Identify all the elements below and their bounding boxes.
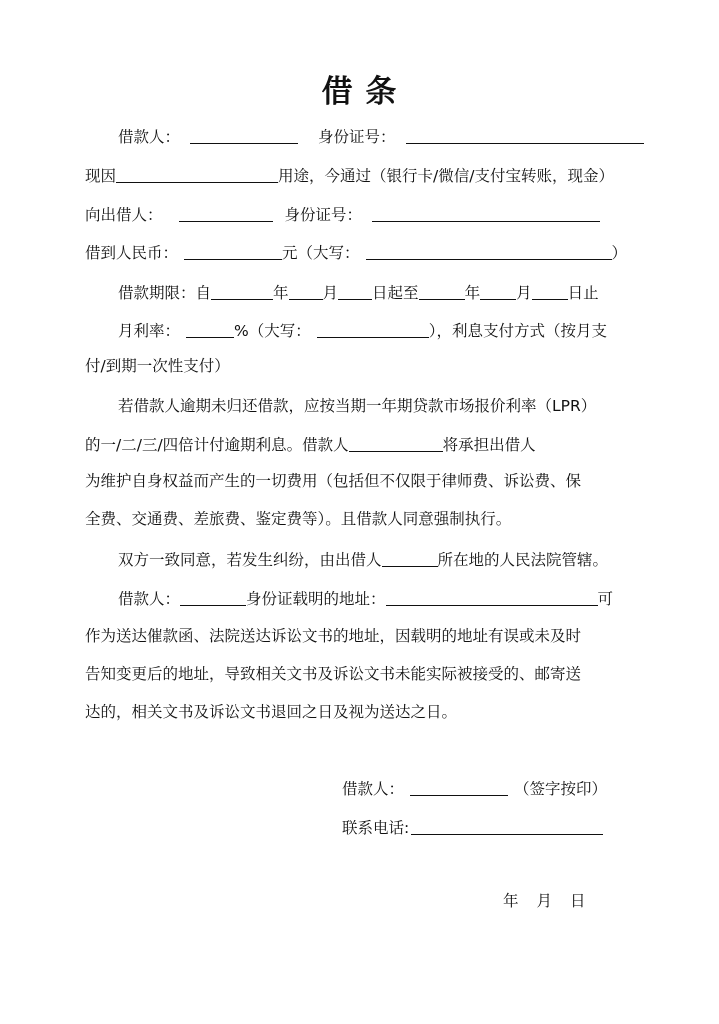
end-month-blank[interactable] bbox=[480, 280, 516, 300]
borrower-id-label: 身份证号： bbox=[318, 128, 396, 146]
lender-name-blank[interactable] bbox=[179, 202, 273, 222]
lender-label: 向出借人： bbox=[85, 206, 163, 224]
amount-upper-label: 元（大写： bbox=[282, 244, 360, 262]
amount-close: ） bbox=[611, 244, 628, 262]
term-label: 借款期限：自 bbox=[118, 284, 212, 302]
purpose-line bbox=[85, 163, 614, 187]
phone-line bbox=[342, 815, 603, 839]
lender-id-blank[interactable] bbox=[372, 202, 600, 222]
interest-line bbox=[118, 318, 607, 342]
amount-line bbox=[85, 240, 627, 264]
lender-id-label: 身份证号： bbox=[284, 206, 363, 224]
borrower-name-blank[interactable] bbox=[190, 124, 298, 144]
start-month-blank[interactable] bbox=[289, 280, 323, 300]
end-day-label: 日止 bbox=[567, 284, 599, 302]
delivery-line: 达的，相关文书及诉讼文书退回之日及视为送达之日。 bbox=[85, 703, 458, 721]
interest-upper-blank[interactable] bbox=[317, 318, 429, 338]
purpose-prefix: 现因 bbox=[85, 167, 117, 185]
address-borrower-label: 借款人： bbox=[118, 590, 181, 608]
address-borrower-blank[interactable] bbox=[180, 586, 246, 606]
phone-blank[interactable] bbox=[411, 815, 603, 835]
jurisdiction-blank[interactable] bbox=[382, 547, 438, 567]
start-year-label: 年 bbox=[273, 284, 289, 302]
interest-rate-blank[interactable] bbox=[186, 318, 234, 338]
lender-line bbox=[85, 202, 600, 226]
overdue-borrower-blank[interactable] bbox=[349, 432, 443, 452]
start-month-label: 月 bbox=[322, 284, 339, 302]
costs-line: 为维护自身权益而产生的一切费用（包括但不仅限于律师费、诉讼费、保 bbox=[85, 472, 582, 490]
signature-blank[interactable] bbox=[410, 776, 508, 796]
signature-line bbox=[342, 776, 607, 800]
signature-borrower-label: 借款人： bbox=[342, 780, 405, 798]
date-month-label: 月 bbox=[536, 892, 553, 910]
service-address-line: 作为送达催款函、法院送达诉讼文书的地址，因载明的地址有误或未及时 bbox=[85, 627, 582, 645]
end-year-label: 年 bbox=[464, 284, 481, 302]
enforcement-line: 全费、交通费、差旅费、鉴定费等）。且借款人同意强制执行。 bbox=[85, 510, 512, 528]
overdue-interest-text: 的一/二/三/四倍计付逾期利息。借款人 bbox=[85, 436, 349, 454]
address-continue: 可 bbox=[597, 590, 614, 608]
signature-stamp-note: （签字按印） bbox=[514, 780, 608, 798]
end-month-label: 月 bbox=[516, 284, 532, 302]
date-line bbox=[503, 889, 586, 913]
jurisdiction-text: 双方一致同意，若发生纠纷，由出借人 bbox=[118, 551, 382, 569]
interest-label: 月利率： bbox=[118, 322, 181, 340]
interest-payment-text: ），利息支付方式（按月支 bbox=[428, 322, 608, 340]
overdue-cost-text: 将承担出借人 bbox=[442, 436, 536, 454]
date-year-label: 年 bbox=[503, 892, 519, 910]
jurisdiction-line bbox=[118, 547, 608, 571]
amount-upper-blank[interactable] bbox=[366, 240, 612, 260]
start-day-label: 日起至 bbox=[372, 284, 419, 302]
borrower-id-blank[interactable] bbox=[406, 124, 644, 144]
term-line bbox=[118, 280, 599, 304]
borrower-line bbox=[118, 124, 644, 148]
borrower-label: 借款人： bbox=[118, 128, 181, 146]
notice-line: 告知变更后的地址，导致相关文书及诉讼文书未能实际被接受的、邮寄送 bbox=[85, 665, 582, 683]
document-title: 借 条 bbox=[321, 74, 398, 110]
phone-label: 联系电话: bbox=[342, 819, 410, 837]
amount-blank[interactable] bbox=[184, 240, 282, 260]
payment-method-line: 付/到期一次性支付） bbox=[85, 357, 230, 375]
overdue-interest-line bbox=[85, 432, 536, 456]
start-year-blank[interactable] bbox=[211, 280, 273, 300]
end-year-blank[interactable] bbox=[419, 280, 465, 300]
address-blank[interactable] bbox=[386, 586, 598, 606]
overdue-clause-line: 若借款人逾期未归还借款，应按当期一年期贷款市场报价利率（LPR） bbox=[118, 397, 597, 415]
interest-upper-label: %（大写： bbox=[234, 322, 311, 340]
jurisdiction-court-text: 所在地的人民法院管辖。 bbox=[437, 551, 609, 569]
end-day-blank[interactable] bbox=[532, 280, 568, 300]
amount-label: 借到人民币： bbox=[85, 244, 179, 262]
address-line bbox=[118, 586, 613, 610]
purpose-text: 用途，今通过（银行卡/微信/支付宝转账，现金） bbox=[278, 167, 614, 185]
purpose-blank[interactable] bbox=[116, 163, 278, 183]
start-day-blank[interactable] bbox=[338, 280, 372, 300]
address-label: 身份证载明的地址： bbox=[246, 590, 386, 608]
date-day-label: 日 bbox=[570, 892, 586, 910]
